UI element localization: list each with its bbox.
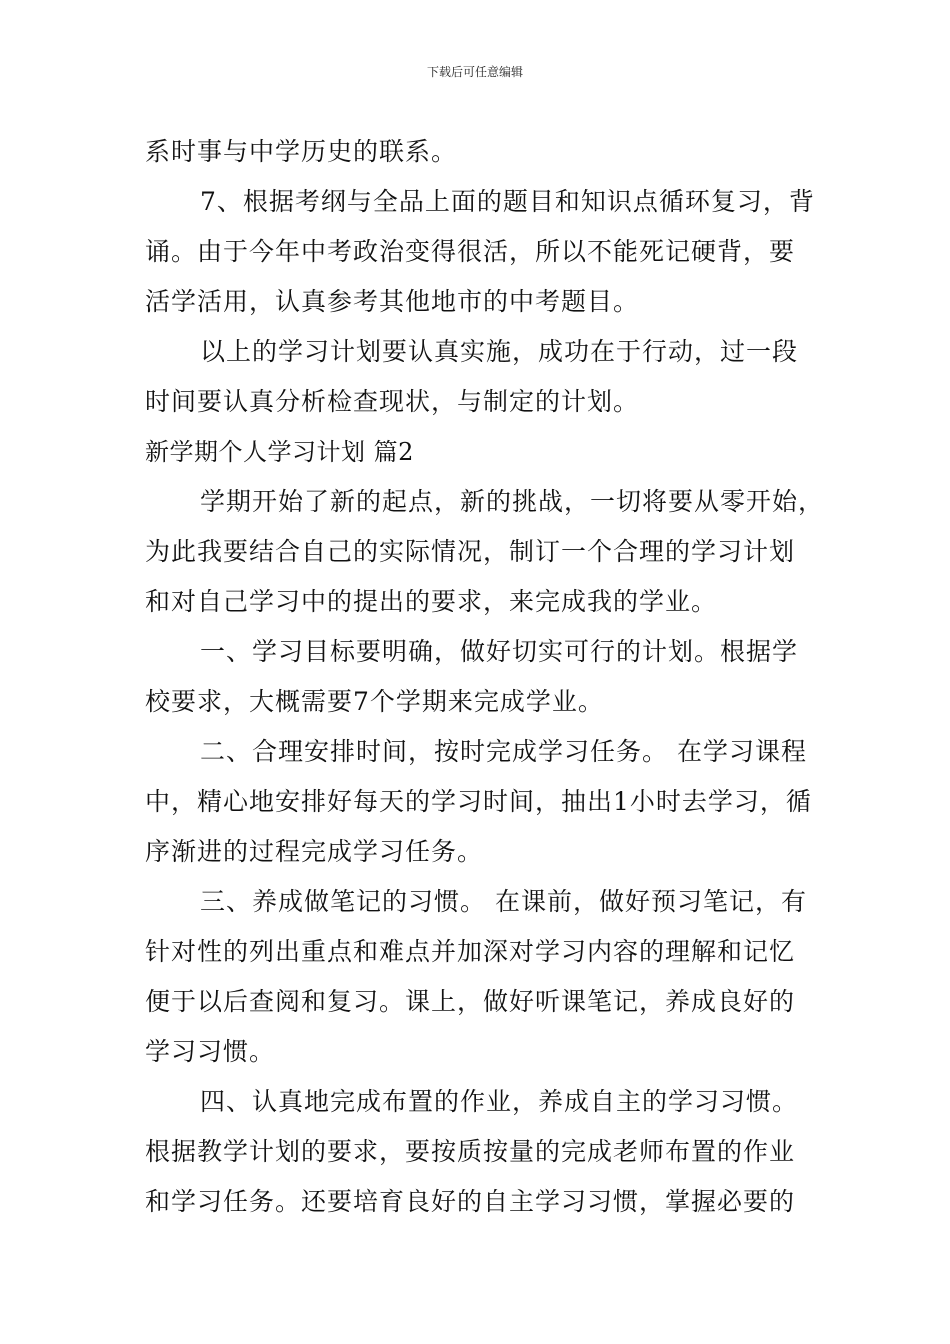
text-line: 学期开始了新的起点，新的挑战，一切将要从零开始，	[200, 487, 825, 516]
text-line: 时间要认真分析检查现状，与制定的计划。	[145, 387, 640, 416]
text-line: 一、学习目标要明确，做好切实可行的计划。根据学	[200, 637, 799, 666]
section-heading: 新学期个人学习计划 篇2	[145, 438, 414, 466]
text-line: 校要求，大概需要7个学期来完成学业。	[145, 687, 604, 716]
page-header: 下载后可任意编辑	[426, 65, 523, 79]
document-body	[145, 127, 845, 1227]
text-line: 7、根据考纲与全品上面的题目和知识点循环复习，背	[200, 187, 815, 216]
text-line: 中，精心地安排好每天的学习时间，抽出1小时去学习，循	[145, 787, 812, 816]
text-line: 学习习惯。	[145, 1037, 276, 1066]
text-line: 以上的学习计划要认真实施，成功在于行动，过一段	[200, 337, 799, 366]
text-line: 活学活用，认真参考其他地市的中考题目。	[145, 287, 640, 316]
text-line: 根据教学计划的要求，要按质按量的完成老师布置的作业	[145, 1137, 796, 1166]
text-line: 二、合理安排时间，按时完成学习任务。 在学习课程	[200, 737, 807, 766]
text-line: 和对自己学习中的提出的要求，来完成我的学业。	[145, 587, 718, 616]
text-line: 诵。由于今年中考政治变得很活，所以不能死记硬背，要	[145, 237, 796, 266]
text-line: 为此我要结合自己的实际情况，制订一个合理的学习计划	[145, 537, 796, 566]
text-line: 针对性的列出重点和难点并加深对学习内容的理解和记忆	[145, 937, 796, 966]
text-line: 便于以后查阅和复习。课上，做好听课笔记，养成良好的	[145, 987, 796, 1016]
text-line: 序渐进的过程完成学习任务。	[145, 837, 484, 866]
text-line: 和学习任务。还要培育良好的自主学习习惯，掌握必要的	[145, 1187, 796, 1216]
text-line: 四、认真地完成布置的作业，养成自主的学习习惯。	[200, 1087, 799, 1116]
text-line: 系时事与中学历史的联系。	[145, 137, 458, 166]
text-line: 三、养成做笔记的习惯。 在课前，做好预习笔记，有	[200, 887, 807, 916]
